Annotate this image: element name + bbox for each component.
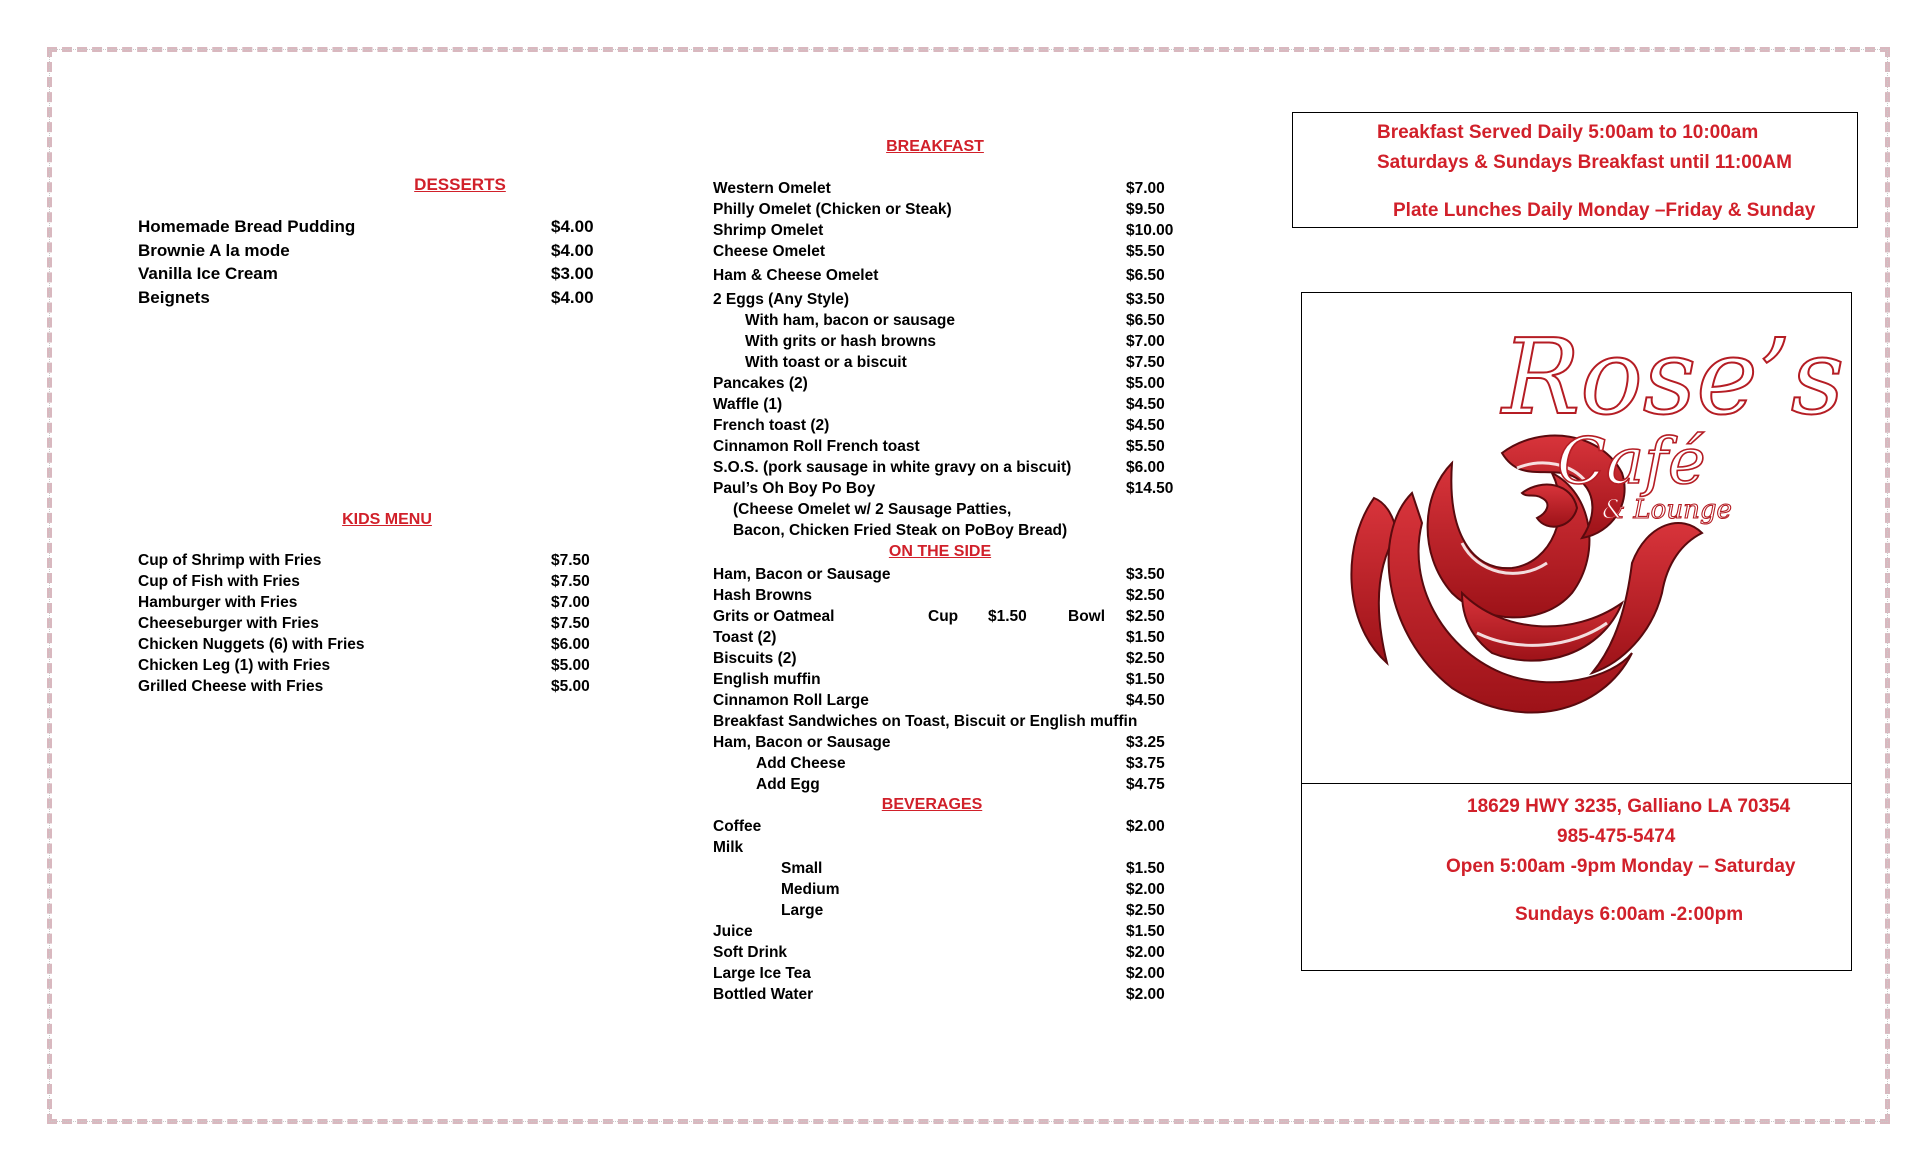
item-price: $2.50 [1126,608,1165,625]
item-name: Ham & Cheese Omelet [713,267,879,284]
item-price: $7.50 [551,552,590,569]
item-name: Soft Drink [713,944,788,961]
item-price: $3.00 [551,264,594,283]
item-name: Add Cheese [756,755,846,772]
item-price: $1.50 [1126,671,1165,688]
item-name: English muffin [713,671,821,688]
item-name: Homemade Bread Pudding [138,217,356,236]
logo-divider [1302,783,1851,784]
item-name: Ham, Bacon or Sausage [713,566,891,583]
item-price: $3.50 [1126,291,1165,308]
item-price: $7.00 [551,594,590,611]
item-name: Pancakes (2) [713,375,808,392]
item-price: $6.50 [1126,267,1165,284]
item-name: Cup of Fish with Fries [138,573,300,590]
item-price: $14.50 [1126,480,1174,497]
item-name: Cinnamon Roll French toast [713,438,920,455]
logo-roses-text: Rose’s [1502,316,1845,438]
item-name: Small [781,860,823,877]
item-price: $7.50 [551,615,590,632]
item-name: Coffee [713,818,762,835]
grits-cup-price: $1.50 [988,608,1027,625]
side-heading: ON THE SIDE [888,543,992,560]
item-price: $4.75 [1126,776,1165,793]
item-price: $2.00 [1126,818,1165,835]
rose-logo [1302,293,1850,781]
item-price: $4.00 [551,241,594,260]
hours-box [1292,112,1858,228]
address: 18629 HWY 3235, Galliano LA 70354 [1467,796,1791,817]
item-name: French toast (2) [713,417,830,434]
grits-cup-label: Cup [928,608,959,625]
item-price: $7.50 [1126,354,1165,371]
item-price: $4.00 [551,217,594,236]
item-price: $7.00 [1126,180,1165,197]
item-price: $5.50 [1126,438,1165,455]
item-price: $2.00 [1126,944,1165,961]
item-name: Chicken Leg (1) with Fries [138,657,331,674]
item-name: Chicken Nuggets (6) with Fries [138,636,365,653]
item-price: $3.25 [1126,734,1165,751]
item-price: $2.50 [1126,650,1165,667]
item-price: $6.50 [1126,312,1165,329]
item-name: Juice [713,923,753,940]
item-price: $5.00 [551,657,590,674]
item-price: $6.00 [551,636,590,653]
item-name: Cinnamon Roll Large [713,692,869,709]
plate-lunch-hours: Plate Lunches Daily Monday –Friday & Sunday [1393,200,1816,221]
item-price: $3.75 [1126,755,1165,772]
item-name: Biscuits (2) [713,650,797,667]
item-price: $7.00 [1126,333,1165,350]
item-name: Waffle (1) [713,396,783,413]
item-name: Large [781,902,824,919]
item-name: Bacon, Chicken Fried Steak on PoBoy Bread) [733,522,1068,539]
item-name: Cup of Shrimp with Fries [138,552,322,569]
item-price: $4.50 [1126,396,1165,413]
item-name: Beignets [138,288,210,307]
sunday-hours: Sundays 6:00am -2:00pm [1515,904,1744,925]
item-price: $2.50 [1126,902,1165,919]
item-price: $6.00 [1126,459,1165,476]
item-name: (Cheese Omelet w/ 2 Sausage Patties, [733,501,1012,518]
item-name: Western Omelet [713,180,831,197]
item-name: Add Egg [756,776,820,793]
item-name: Grits or Oatmeal [713,608,835,625]
weekday-hours: Open 5:00am -9pm Monday – Saturday [1446,856,1796,877]
item-name: Hamburger with Fries [138,594,298,611]
item-name: Toast (2) [713,629,777,646]
item-price: $4.00 [551,288,594,307]
weekend-breakfast-hours: Saturdays & Sundays Breakfast until 11:00AM [1377,152,1792,173]
item-name: Milk [713,839,744,856]
item-name: 2 Eggs (Any Style) [713,291,850,308]
item-name: Paul’s Oh Boy Po Boy [713,480,876,497]
grits-bowl-label: Bowl [1068,608,1106,625]
item-price: $5.00 [551,678,590,695]
item-name: With toast or a biscuit [745,354,907,371]
kids-menu-heading: KIDS MENU [342,511,432,528]
item-name: Ham, Bacon or Sausage [713,734,891,751]
item-price: $10.00 [1126,222,1174,239]
item-name: With grits or hash browns [745,333,937,350]
item-name: Philly Omelet (Chicken or Steak) [713,201,952,218]
item-price: $5.50 [1126,243,1165,260]
item-price: $2.00 [1126,881,1165,898]
item-price: $5.00 [1126,375,1165,392]
item-price: $7.50 [551,573,590,590]
item-name: With ham, bacon or sausage [745,312,956,329]
item-price: $3.50 [1126,566,1165,583]
logo-cafe-text: Café [1557,425,1706,499]
item-name: Medium [781,881,840,898]
item-name: S.O.S. (pork sausage in white gravy on a biscuit) [713,459,1072,476]
item-name: Hash Browns [713,587,813,604]
item-price: $2.00 [1126,965,1165,982]
beverages-heading: BEVERAGES [881,796,983,813]
breakfast-hours: Breakfast Served Daily 5:00am to 10:00am [1377,122,1759,143]
item-name: Large Ice Tea [713,965,811,982]
item-name: Shrimp Omelet [713,222,824,239]
item-price: $4.50 [1126,417,1165,434]
item-name: Breakfast Sandwiches on Toast, Biscuit or English muffin [713,713,1138,730]
item-name: Cheeseburger with Fries [138,615,319,632]
item-name: Bottled Water [713,986,814,1003]
breakfast-heading: BREAKFAST [886,138,984,155]
desserts-heading: DESSERTS [414,175,506,194]
item-price: $1.50 [1126,923,1165,940]
item-price: $1.50 [1126,860,1165,877]
logo-box [1301,292,1852,971]
item-price: $1.50 [1126,629,1165,646]
phone-number: 985-475-5474 [1557,826,1676,847]
item-name: Vanilla Ice Cream [138,264,278,283]
item-price: $9.50 [1126,201,1165,218]
item-name: Cheese Omelet [713,243,825,260]
item-price: $2.00 [1126,986,1165,1003]
item-price: $2.50 [1126,587,1165,604]
item-name: Brownie A la mode [138,241,290,260]
logo-lounge-text: & Lounge [1602,495,1732,525]
item-name: Grilled Cheese with Fries [138,678,324,695]
item-price: $4.50 [1126,692,1165,709]
